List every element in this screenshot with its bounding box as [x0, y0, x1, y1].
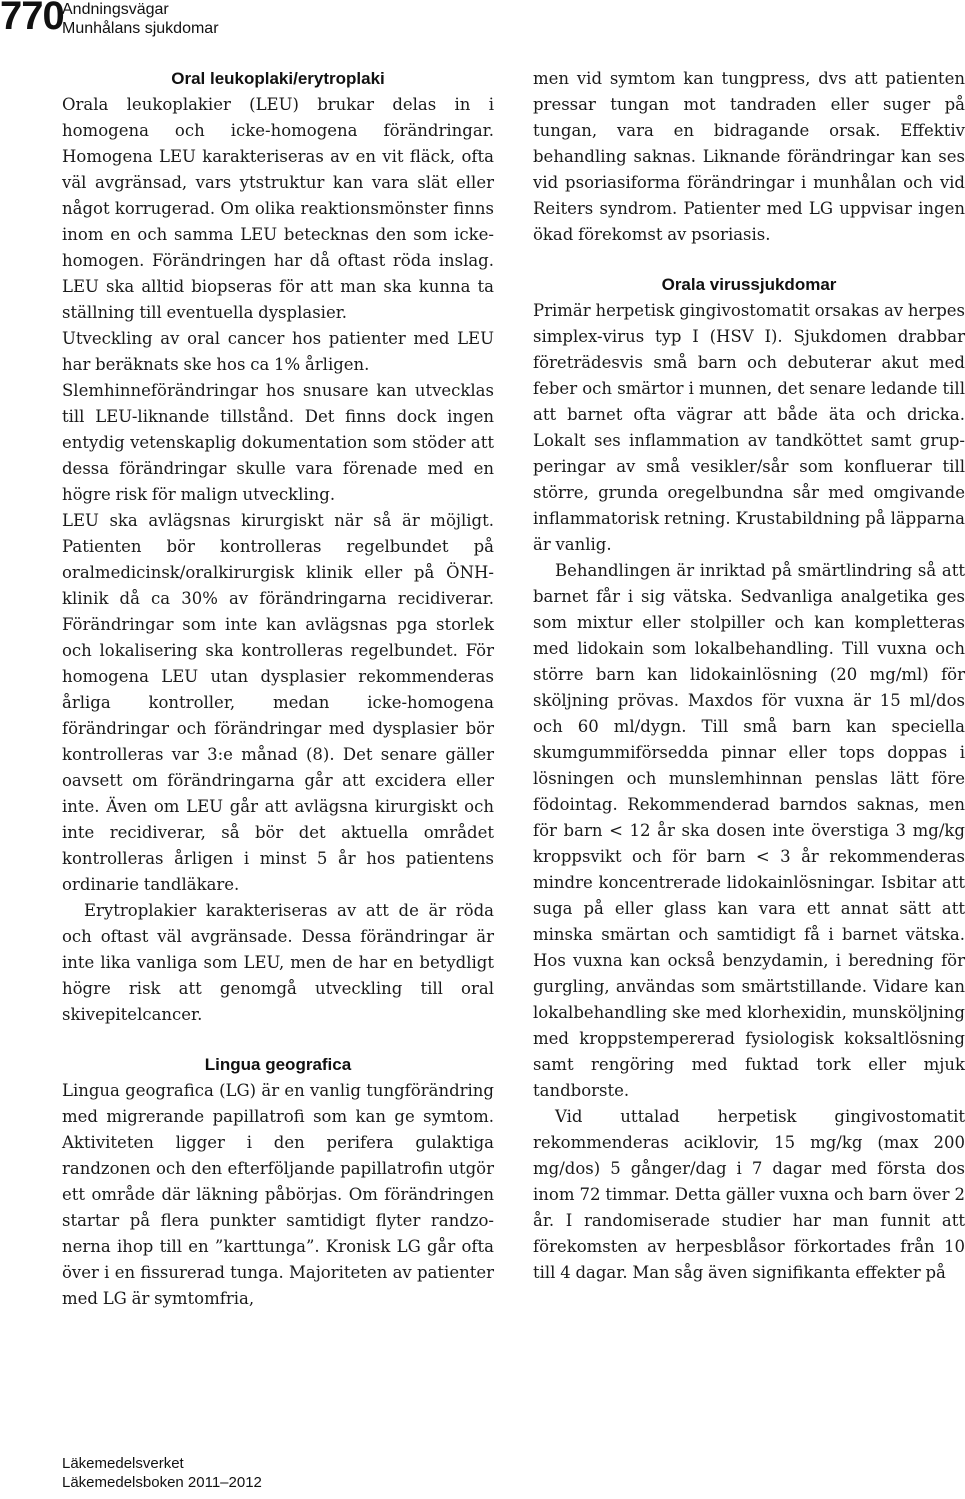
section-title-orala-virussjukdomar: Orala virussjukdomar: [661, 275, 837, 294]
right-column: [533, 66, 965, 1286]
left-column: [62, 66, 494, 1312]
paragraph: Slemhinneförändringar hos snusare kan utvecklas till LEU-liknande tillstånd. Det finns dock ingen entydig vetenskaplig dokumentation som stöder att dessa förändringar skulle vara förenade med en högre risk för malign utveckling.: [62, 381, 494, 504]
page-footer: [62, 1454, 262, 1492]
paragraph: Orala leukoplakier (LEU) brukar delas in i homogena och icke-homogena förändringar. Homogena LEU karakteriseras av en vit fläck, ofta väl avgränsad, vars ytstruktur kan vara slät eller något korrugerad. Om olika reaktionsmönster finns inom en och samma LEU betecknas den som icke-homogen. Förändringen har då oftast röda inslag. LEU ska alltid biopseras för att man ska kunna ta ställning till eventuella dysplasier.: [62, 95, 494, 322]
paragraph: Utveckling av oral cancer hos patienter med LEU har beräknats ske hos ca 1% årligen.: [62, 329, 494, 374]
paragraph: Behandlingen är inriktad på smärtlindring så att barnet får i sig vätska. Sedvanliga analgetika ges som mixtur eller stolpiller och kan kompletteras med lidokain som lokalbehandling. Till vuxna och större barn kan lidokainlösning (20 mg/ml) för sköljning prövas. Maxdos för vuxna är 15 ml/dos och 60 ml/dygn. Till små barn kan speciella skumgummiförsedda pinnar eller tops doppas i lösningen och munslemhinnan penslas lätt före födointag. Rekommenderad barndos saknas, men för barn < 12 år ska dosen inte överstiga 3 mg/kg kroppsvikt och för barn < 3 år rekommenderas mindre koncentrerade lidokainlösningar. Isbitar att suga på eller glass kan vara ett annat sätt att minska smärtan och samtidigt få i barnet vätska. Hos vuxna kan också benzydamin, i beredning för gurgling, användas som smärtstillande. Vidare kan lokalbehandling ske med klorhexidin, munsköljning med kroppstempererad fysiologisk koksaltlösning samt rengöring med fuktad tork eller mjuk tandborste.: [533, 561, 965, 1100]
chapter-title: Andningsvägar: [62, 1, 169, 18]
section-title-lingua-geografica: Lingua geografica: [204, 1055, 352, 1074]
page-header: [0, 0, 960, 52]
footer-publisher: Läkemedelsverket: [62, 1455, 184, 1472]
paragraph: Lingua geografica (LG) är en vanlig tungförändring med migrerande papillatrofi som kan ge symtom. Aktiviteten ligger i den perifera gulaktiga randzonen och den efterföljande papillatrofin utgör ett område där läkning påbörjas. Om förändringen startar på flera punkter samtidigt flyter randzonerna ihop till en ”karttunga”. Kronisk LG går ofta över i en fissurerad tunga. Majoriteten av patienter med LG är symtomfria,: [62, 1081, 494, 1308]
paragraph: Primär herpetisk gingivostomatit orsakas av herpes simplex-virus typ I (HSV I). Sjukdomen drabbar företrädesvis små barn och debuterar akut med feber och smärtor i munnen, det senare ledande till att barnet ofta vägrar att både äta och dricka. Lokalt ses inflammation av tandköttet samt grupperingar av små vesikler/sår som konfluerar till större, grunda oregelbundna sår med omgivande inflammatorisk retning. Krustabildning på läpparna är vanlig.: [533, 301, 965, 554]
running-head: [62, 0, 219, 38]
footer-book-title: Läkemedelsboken 2011–2012: [62, 1474, 262, 1491]
paragraph: Vid uttalad herpetisk gingivostomatit rekommenderas aciklovir, 15 mg/kg (max 200 mg/dos) 5 gånger/dag i 7 dagar med första dos inom 72 timmar. Detta gäller vuxna och barn över 2 år. I randomiserade studier har man funnit att förekomsten av herpesblåsor förkortades från 10 till 4 dagar. Man såg även signifikanta effekter på: [533, 1107, 965, 1282]
paragraph: Erytroplakier karakteriseras av att de är röda och oftast väl avgränsade. Dessa förändringar är inte lika vanliga som LEU, men de har en betydligt högre risk att genomgå utveckling till oral skivepitelcancer.: [62, 901, 494, 1024]
page-number: 770: [0, 0, 64, 38]
paragraph: LEU ska avlägsnas kirurgiskt när så är möjligt. Patienten bör kontrolleras regelbundet på oralmedicinsk/oralkirurgisk klinik eller på ÖNH-klinik då ca 30% av förändringarna recidiverar. Förändringar som inte kan avlägsnas pga storlek och lokalisering ska kontrolleras regelbundet. För homogena LEU utan dysplasier rekommenderas årliga kontroller, medan icke-homogena förändringar och förändringar med dysplasier bör kontrolleras var 3:e månad (8). Det senare gäller oavsett om förändringarna går att excidera eller inte. Även om LEU går att avlägsna kirurgiskt och inte recidiverar, så bör det aktuella området kontrolleras årligen i minst 5 år hos patientens ordinarie tandläkare.: [62, 511, 494, 894]
paragraph-continuation: men vid symtom kan tungpress, dvs att patienten pressar tungan mot tandraden eller suger på tungan, vara en bidragande orsak. Effektiv behandling saknas. Liknande förändringar kan ses vid psoriasiforma förändringar i munhålan och vid Reiters syndrom. Patienter med LG uppvisar ingen ökad förekomst av psoriasis.: [533, 69, 965, 244]
section-title-leukoplaki: Oral leukoplaki/erytroplaki: [171, 69, 385, 88]
subchapter-title: Munhålans sjukdomar: [62, 20, 219, 37]
